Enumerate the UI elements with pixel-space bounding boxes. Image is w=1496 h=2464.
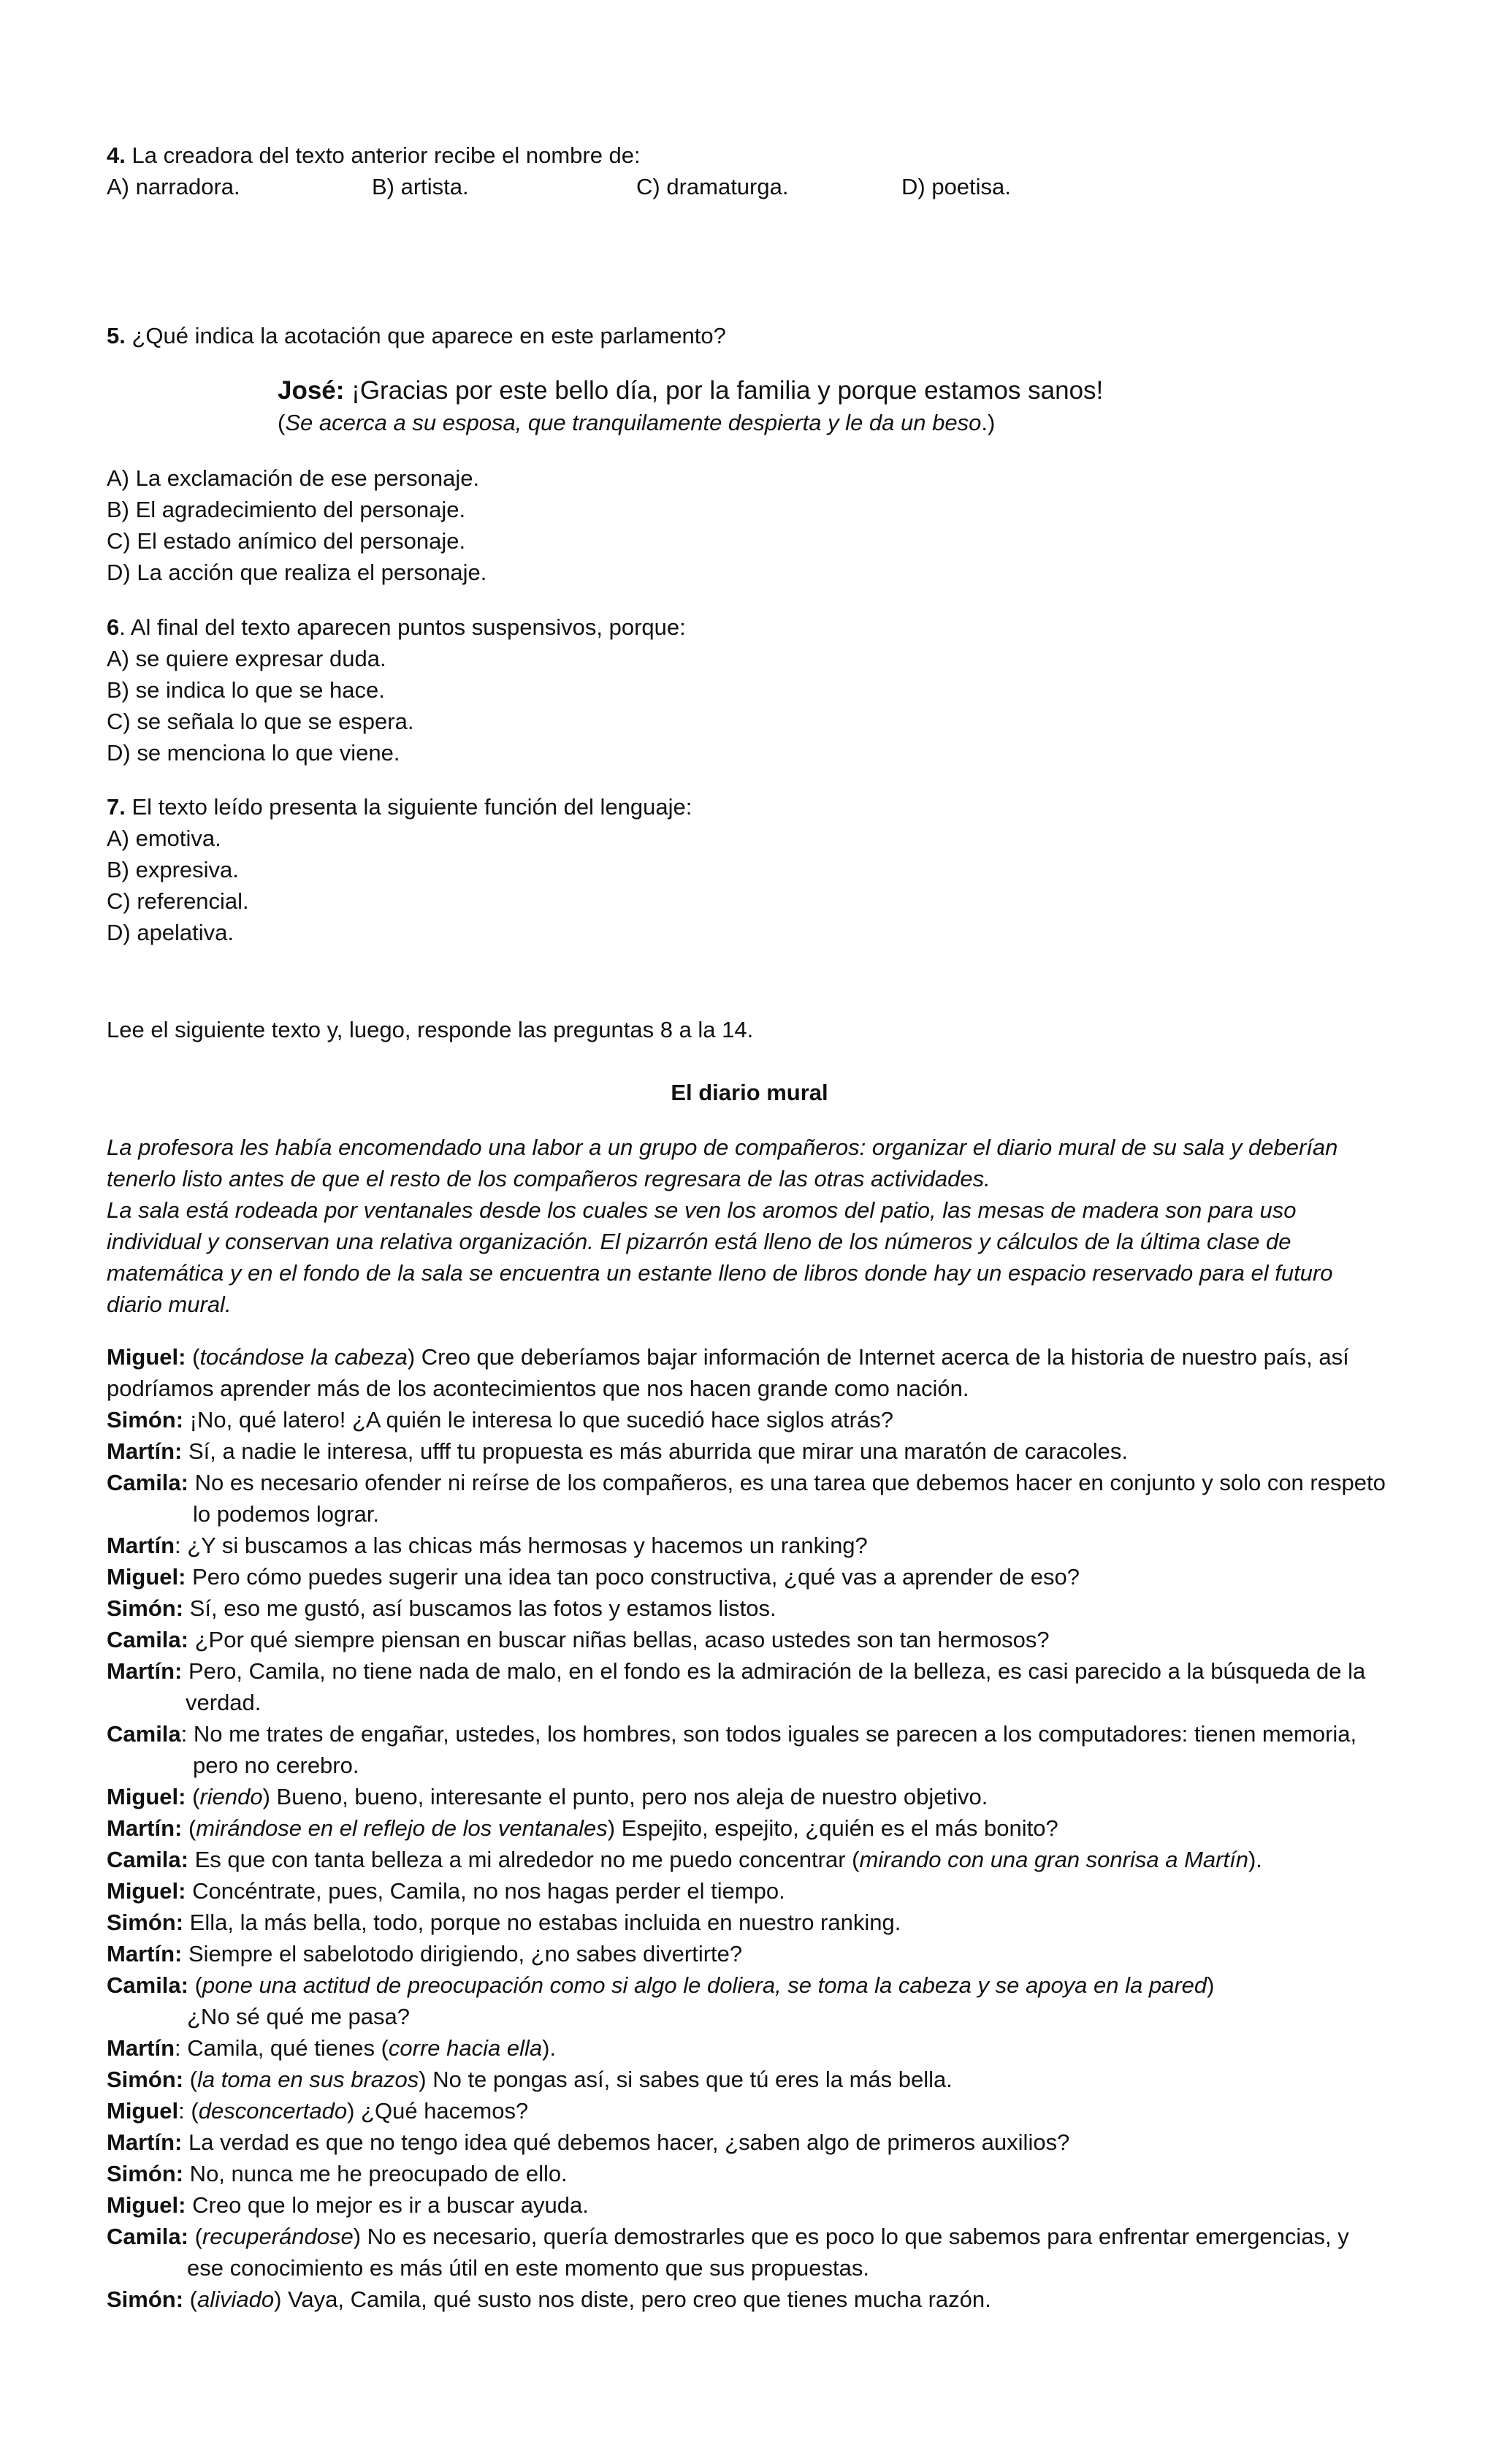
speaker-name: Miguel: [107,2192,186,2218]
dialogue-turn [107,1812,1392,1844]
dialogue-line [107,1341,1392,1373]
dialogue-continuation: lo podemos lograr. [193,1501,380,1527]
stage-direction: mirando con una gran sonrisa a Martín [859,1847,1248,1872]
dialogue-text: ) Espejito, espejito, ¿quién es el más bonito? [607,1815,1058,1841]
speaker-name: Camila: [107,1972,188,1998]
dialogue-turn [107,2284,1392,2315]
dialogue-turn [107,1467,1392,1530]
dialogue-text: Sí, a nadie le interesa, ufff tu propuesta es más aburrida que mirar una maratón de caracoles. [182,1438,1129,1464]
dialogue-text: ) No es necesario, quería demostrarles que es poco lo que sabemos para enfrentar emergencias, y [353,2224,1349,2249]
option-b: B) se indica lo que se hace. [107,677,385,703]
dialogue-line [107,1593,1392,1624]
question-7-stem [107,791,1392,823]
dialogue-turn [107,2095,1392,2127]
intro-line: matemática y en el fondo de la sala se encuentra un estante lleno de libros donde hay un espacio reservado para el futuro [107,1260,1333,1286]
dialogue-turn [107,2064,1392,2095]
dialogue-turn [107,1341,1392,1404]
question-6 [107,611,1392,768]
speaker-name: Camila: [107,2224,188,2249]
stage-direction: recuperándose [202,2224,354,2249]
dialogue-text: ) [1207,1972,1215,1998]
dialogue-turn [107,1624,1392,1655]
intro-line: diario mural. [107,1292,232,1317]
question-text: El texto leído presenta la siguiente función del lenguaje: [125,794,692,820]
dialogue-text: : ¿Y si buscamos a las chicas más hermosas y hacemos un ranking? [175,1533,868,1558]
dialogue [107,1341,1392,2315]
dialogue-text: ¿Por qué siempre piensan en buscar niñas bellas, acaso ustedes son tan hermosos? [188,1627,1050,1652]
dialogue-text: ). [542,2035,557,2061]
speaker-name: Camila: [107,1847,188,1872]
option-a: A) La exclamación de ese personaje. [107,465,480,491]
option-b: B) artista. [372,174,469,199]
speaker-name: Martín: [107,1658,183,1684]
dialogue-turn [107,2127,1392,2158]
stage-direction: la toma en sus brazos [197,2067,419,2092]
dialogue-continuation: verdad. [186,1690,262,1715]
dialogue-line [107,1875,1392,1907]
dialogue-line [107,2032,1392,2064]
dialogue-line [107,1655,1392,1687]
question-text: La creadora del texto anterior recibe el nombre de: [125,142,641,168]
dialogue-text: ( [186,1344,200,1370]
dialogue-turn [107,1969,1392,2032]
question-4-stem [107,140,1392,171]
dialogue-line [107,1718,1392,1750]
dialogue-text: : Camila, qué tienes ( [175,2035,389,2061]
stage-direction: corre hacia ella [388,2035,543,2061]
dialogue-line [107,1467,1392,1498]
dialogue-text: Sí, eso me gustó, así buscamos las fotos y estamos listos. [183,1595,776,1621]
dialogue-text: Pero cómo puedes sugerir una idea tan poco constructiva, ¿qué vas a aprender de eso? [186,1564,1080,1590]
option-a: A) narradora. [107,174,240,199]
stage-direction: riendo [199,1784,263,1809]
question-number: 5. [107,323,126,348]
dialogue-continuation: pero no cerebro. [193,1752,359,1778]
dialogue-text: Ella, la más bella, todo, porque no estabas incluida en nuestro ranking. [183,1910,901,1935]
speaker-name: Martín [107,1533,175,1558]
dialogue-line [107,1938,1392,1969]
quoted-line [278,375,1103,439]
reading-title: El diario mural [671,1080,828,1105]
option-c: C) dramaturga. [636,174,789,199]
dialogue-text: No, nunca me he preocupado de ello. [183,2161,568,2186]
option-d: D) poetisa. [901,174,1011,199]
speaker-name: Martín: [107,1815,183,1841]
dialogue-line [107,1781,1392,1812]
dialogue-turn [107,1781,1392,1812]
speaker-name: Miguel [107,2098,179,2124]
dialogue-text: Concéntrate, pues, Camila, no nos hagas perder el tiempo. [186,1878,785,1904]
speaker-name: Simón: [107,1407,184,1433]
dialogue-text: ( [182,1815,196,1841]
question-text: ¿Qué indica la acotación que aparece en este parlamento? [125,323,726,348]
intro-line: La profesora les había encomendado una labor a un grupo de compañeros: organizar el diario mural de su sala y deberían [107,1134,1338,1160]
dialogue-text: Siempre el sabelotodo dirigiendo, ¿no sabes divertirte? [182,1941,743,1967]
dialogue-line [107,1844,1392,1875]
speaker-name: Camila: [107,1627,188,1652]
dialogue-line [107,1561,1392,1593]
question-5-stem [107,320,1392,351]
reading-intro [107,1132,1392,1320]
dialogue-turn [107,1530,1392,1561]
option-c: C) se señala lo que se espera. [107,709,414,734]
intro-line: individual y conservan una relativa organización. El pizarrón está lleno de los números y cálculos de la última clase de [107,1229,1291,1254]
dialogue-text: ) Vaya, Camila, qué susto nos diste, pero creo que tienes mucha razón. [274,2286,991,2312]
dialogue-continuation: podríamos aprender más de los acontecimientos que nos hacen grande como nación. [107,1376,969,1401]
speaker-name: Miguel: [107,1564,186,1590]
dialogue-text: ) No te pongas así, si sabes que tú eres la más bella. [419,2067,953,2092]
dialogue-turn [107,2158,1392,2189]
dialogue-line [107,2284,1392,2315]
speaker-name: Miguel: [107,1344,186,1370]
dialogue-line [107,1907,1392,1938]
speaker-name: Martín [107,2035,175,2061]
dialogue-line [107,2064,1392,2095]
dialogue-text: ¡No, qué latero! ¿A quién le interesa lo que sucedió hace siglos atrás? [183,1407,893,1433]
dialogue-text: ( [188,2224,202,2249]
dialogue-line [107,2189,1392,2221]
dialogue-turn [107,1718,1392,1781]
dialogue-turn [107,1938,1392,1969]
intro-line: La sala está rodeada por ventanales desde los cuales se ven los aromos del patio, las mesas de madera son para uso [107,1197,1297,1223]
dialogue-turn [107,2221,1392,2284]
dialogue-text: Es que con tanta belleza a mi alrededor no me puedo concentrar ( [188,1847,860,1872]
dialogue-line [107,1435,1392,1467]
option-c: C) referencial. [107,888,249,914]
speaker-name: Camila [107,1721,181,1747]
option-d: D) se menciona lo que viene. [107,740,400,766]
intro-line: tenerlo listo antes de que el resto de los compañeros regresara de las otras actividades. [107,1166,991,1191]
option-d: D) apelativa. [107,920,234,945]
stage-direction: aliviado [197,2286,275,2312]
dialogue-text: ( [183,2286,197,2312]
dialogue-line [107,2095,1392,2127]
dialogue-text: ) ¿Qué hacemos? [347,2098,529,2124]
question-6-stem [107,611,1392,643]
speaker-name: Martín: [107,1941,183,1967]
dialogue-text: : No me trates de engañar, ustedes, los hombres, son todos iguales se parecen a los computadores: tienen memoria, [180,1721,1357,1747]
speaker-name: Simón: [107,1910,184,1935]
question-4-options [107,171,1392,202]
option-b: B) El agradecimiento del personaje. [107,497,466,522]
dialogue-text: La verdad es que no tengo idea qué debemos hacer, ¿saben algo de primeros auxilios? [182,2129,1070,2155]
instruction-text: Lee el siguiente texto y, luego, responde las preguntas 8 a la 14. [107,1017,754,1042]
speaker-name: Simón: [107,1595,184,1621]
question-number: 4. [107,142,126,168]
option-a: A) emotiva. [107,825,221,851]
question-5-options [107,462,1392,588]
dialogue-text: ). [1248,1847,1262,1872]
dialogue-continuation: ese conocimiento es más útil en este momento que sus propuestas. [187,2255,869,2281]
speaker-name: Miguel: [107,1878,186,1904]
dialogue-turn [107,2189,1392,2221]
dialogue-text: ( [186,1784,200,1809]
speaker-name: Simón: [107,2286,184,2312]
dialogue-line [107,1969,1392,2001]
dialogue-turn [107,1435,1392,1467]
question-4 [107,140,1392,202]
option-a: A) se quiere expresar duda. [107,646,386,671]
dialogue-continuation: ¿No sé qué me pasa? [187,2004,411,2029]
option-d: D) La acción que realiza el personaje. [107,560,487,585]
speaker-name: Martín: [107,2129,183,2155]
option-b: B) expresiva. [107,857,239,882]
dialogue-text: Pero, Camila, no tiene nada de malo, en el fondo es la admiración de la belleza, es casi parecido a la búsqueda de la [182,1658,1366,1684]
dialogue-text: ( [188,1972,202,1998]
question-number: 7. [107,794,126,820]
dialogue-line [107,1404,1392,1435]
question-number: 6 [107,614,120,640]
dialogue-text: ) Bueno, bueno, interesante el punto, pero nos aleja de nuestro objetivo. [262,1784,988,1809]
quote-text: ¡Gracias por este bello día, por la familia y porque estamos sanos! [344,376,1104,405]
dialogue-turn [107,1875,1392,1907]
dialogue-line [107,1812,1392,1844]
speaker-name: Simón: [107,2161,184,2186]
speaker-name: Miguel: [107,1784,186,1809]
dialogue-turn [107,1593,1392,1624]
dialogue-turn [107,1655,1392,1718]
dialogue-text: ( [183,2067,197,2092]
stage-direction: desconcertado [198,2098,348,2124]
dialogue-line [107,2158,1392,2189]
dialogue-turn [107,1561,1392,1593]
instruction [107,1014,1392,1045]
option-c: C) El estado anímico del personaje. [107,528,466,554]
dialogue-turn [107,1844,1392,1875]
dialogue-turn [107,1404,1392,1435]
stage-direction: (Se acerca a su esposa, que tranquilamente despierta y le da un beso.) [278,410,996,435]
speaker-name: José: [278,376,345,405]
speaker-name: Camila: [107,1470,188,1495]
dialogue-line [107,1530,1392,1561]
stage-direction: tocándose la cabeza [199,1344,408,1370]
question-7 [107,791,1392,948]
speaker-name: Martín: [107,1438,183,1464]
dialogue-text: Creo que lo mejor es ir a buscar ayuda. [186,2192,589,2218]
stage-direction-text: Se acerca a su esposa, que tranquilamente despierta y le da un beso [285,410,982,435]
question-text: . Al final del texto aparecen puntos suspensivos, porque: [119,614,686,640]
dialogue-line [107,2127,1392,2158]
dialogue-turn [107,2032,1392,2064]
speaker-name: Simón: [107,2067,184,2092]
dialogue-line [107,1624,1392,1655]
dialogue-text: No es necesario ofender ni reírse de los compañeros, es una tarea que debemos hacer en conjunto y solo con respeto [188,1470,1386,1495]
stage-direction: pone una actitud de preocupación como si algo le doliera, se toma la cabeza y se apoya en la pared [202,1972,1207,1998]
dialogue-line [107,2221,1392,2252]
dialogue-text: ) Creo que deberíamos bajar información de Internet acerca de la historia de nuestro país, así [407,1344,1349,1370]
dialogue-text: : ( [178,2098,199,2124]
question-5 [107,320,1392,351]
dialogue-turn [107,1907,1392,1938]
stage-direction: mirándose en el reflejo de los ventanales [196,1815,608,1841]
